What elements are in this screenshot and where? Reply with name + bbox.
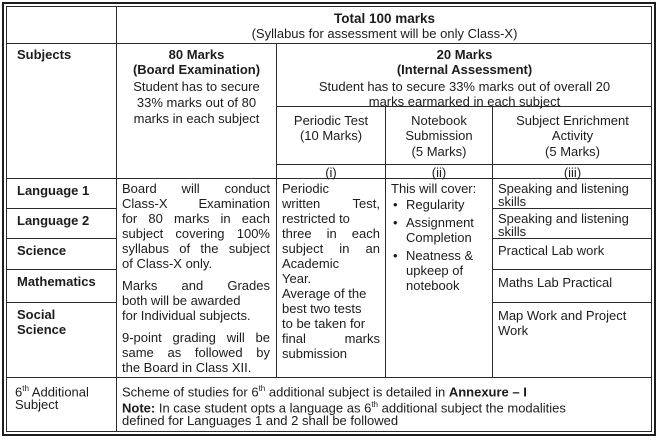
- board-para-line: for 80 marks in each: [122, 211, 270, 226]
- enrichment-title: Subject Enrichment: [516, 113, 629, 128]
- board-para-line: both will be awarded: [122, 293, 241, 308]
- internal-assessment-title: (Internal Assessment): [396, 62, 533, 77]
- board-desc-line: Student has to secure: [133, 79, 260, 94]
- board-para-line: 9-point grading will be: [122, 330, 270, 345]
- bullet-icon: •: [393, 215, 398, 230]
- subjects-heading: Subjects: [17, 47, 72, 62]
- subject-language-2: Language 2: [17, 213, 90, 228]
- additional-note: defined for Languages 1 and 2 shall be followed: [122, 413, 399, 428]
- enrichment-social-science: Map Work and Project: [498, 308, 627, 323]
- additional-note: Note: In case student opts a language as 6th additional subject the modalities: [122, 400, 566, 416]
- total-marks-heading: Total 100 marks: [333, 11, 436, 26]
- board-para-line: the Board in Class XII.: [122, 360, 252, 375]
- board-para-line: same as followed by: [122, 345, 270, 360]
- additional-subject-label: 6th Additional: [15, 384, 89, 400]
- board-desc-line: 33% marks out of 80: [136, 95, 257, 110]
- column-number: (i): [325, 165, 337, 180]
- periodic-test-title: Periodic Test: [293, 113, 369, 128]
- board-marks: 80 Marks: [168, 47, 225, 62]
- periodic-line: Periodic: [282, 181, 329, 196]
- notebook-criteria-list: [391, 197, 491, 293]
- subject-social-science: Science: [17, 322, 67, 337]
- syllabus-table: [6, 6, 652, 432]
- list-item: • Neatness & upkeep of notebook: [393, 248, 474, 293]
- board-para-line: Marks and Grades: [122, 278, 270, 293]
- enrichment-marks: (5 Marks): [545, 144, 600, 159]
- periodic-line: Average of the: [282, 286, 367, 301]
- periodic-line: submission: [282, 346, 348, 361]
- notebook-marks: (5 Marks): [411, 144, 467, 159]
- additional-subject-label: Subject: [15, 397, 59, 412]
- board-para-line: syllabus of the subject: [122, 241, 270, 256]
- subject-language-1: Language 1: [17, 183, 90, 198]
- subject-social-science: Social: [17, 307, 56, 322]
- periodic-test-marks: (10 Marks): [299, 128, 363, 143]
- periodic-line: best two tests: [282, 301, 362, 316]
- board-para-line: for Individual subjects.: [122, 308, 251, 323]
- enrichment-language-2: Speaking and listening: [498, 211, 629, 226]
- list-item: • Assignment Completion: [393, 215, 474, 245]
- periodic-line: three in each: [282, 226, 380, 241]
- board-para-line: Board will conduct: [122, 181, 270, 196]
- subject-mathematics: Mathematics: [17, 274, 96, 289]
- enrichment-language-2: skills: [498, 224, 527, 239]
- internal-desc-line: marks earmarked in each subject: [368, 94, 561, 109]
- periodic-line: Year.: [282, 271, 312, 286]
- column-number: (iii): [563, 165, 582, 180]
- notebook-title: Notebook: [411, 113, 467, 128]
- enrichment-language-1: skills: [498, 194, 527, 209]
- notebook-intro: This will cover:: [391, 181, 477, 196]
- bullet-icon: •: [393, 197, 398, 212]
- periodic-line: subject in an: [282, 241, 380, 256]
- periodic-line: restricted to: [282, 211, 350, 226]
- enrichment-mathematics: Maths Lab Practical: [498, 275, 613, 290]
- periodic-line: Academic: [282, 256, 340, 271]
- enrichment-social-science: Work: [498, 323, 529, 338]
- board-para-line: of Class-X only.: [122, 256, 213, 271]
- periodic-line: to be taken for: [282, 316, 366, 331]
- board-para-line: Class-X Examination: [122, 196, 270, 211]
- syllabus-note: (Syllabus for assessment will be only Class-X): [251, 26, 518, 41]
- bullet-icon: •: [393, 248, 398, 263]
- periodic-line: final marks: [282, 331, 380, 346]
- column-number: (ii): [431, 165, 447, 180]
- board-desc-line: marks in each subject: [133, 111, 260, 126]
- internal-desc-line: Student has to secure 33% marks out of overall 20: [318, 79, 611, 94]
- board-para-line: subject covering 100%: [122, 226, 270, 241]
- list-item: • Regularity: [393, 197, 465, 212]
- internal-marks: 20 Marks: [436, 47, 493, 62]
- notebook-title: Submission: [405, 128, 473, 143]
- periodic-line: written Test,: [282, 196, 380, 211]
- subject-science: Science: [17, 243, 67, 258]
- additional-scheme-text: Scheme of studies for 6th additional subject is detailed in Annexure – I: [122, 384, 527, 400]
- enrichment-title: Activity: [551, 128, 594, 143]
- enrichment-science: Practical Lab work: [498, 243, 605, 258]
- enrichment-language-1: Speaking and listening: [498, 181, 629, 196]
- board-exam-title: (Board Examination): [132, 62, 261, 77]
